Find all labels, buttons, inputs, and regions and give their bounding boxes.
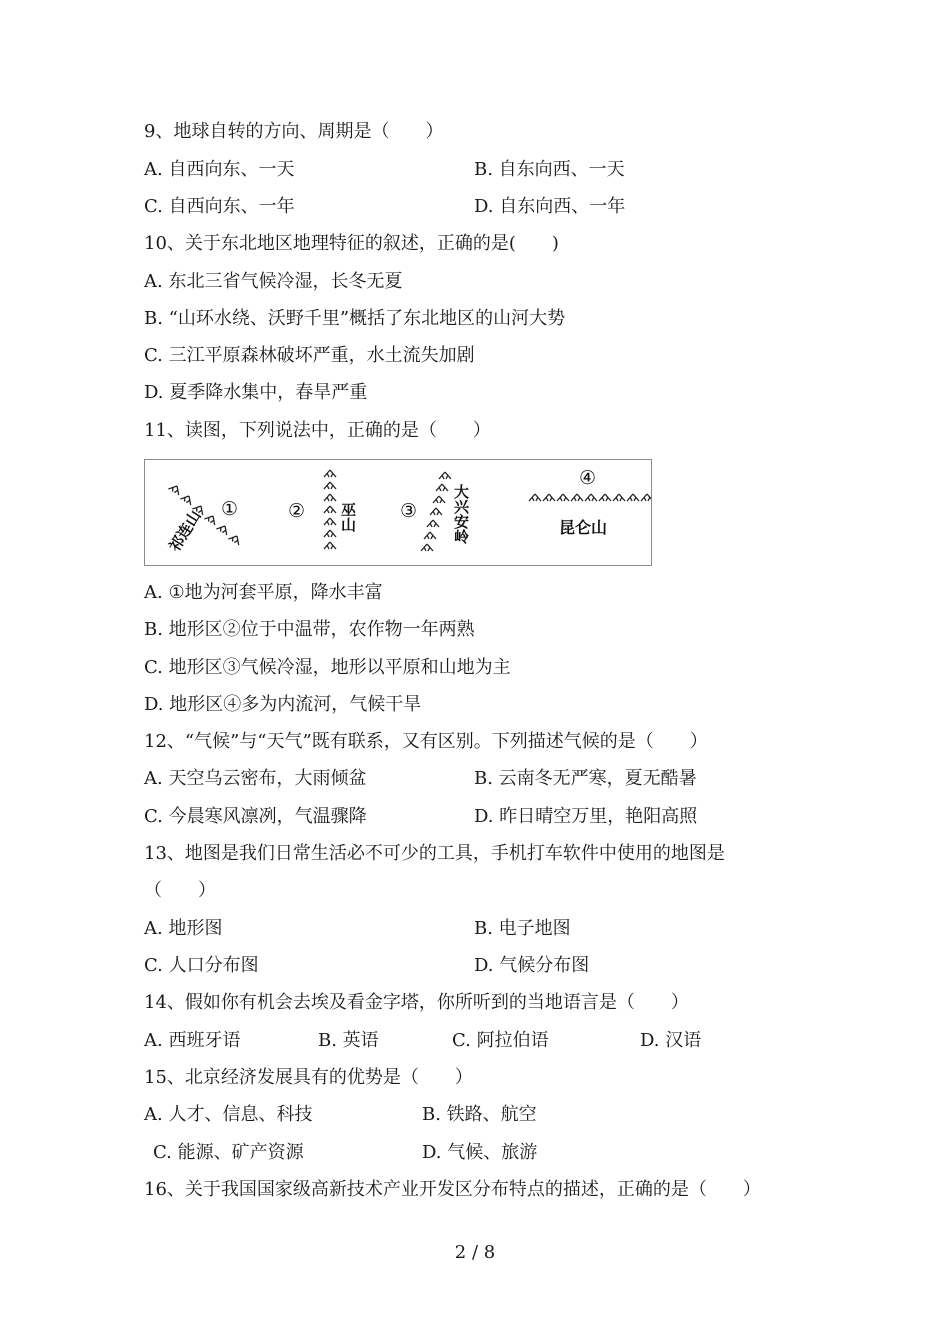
q13-option-a: A. 地形图	[144, 918, 223, 939]
q10-option-d: D. 夏季降水集中，春旱严重	[144, 382, 368, 403]
q11-option-d: D. 地形区④多为内流河，气候干旱	[144, 694, 422, 715]
range-1-name: 祁连山	[165, 507, 205, 555]
range-2-peaks	[324, 470, 336, 549]
q15-option-b: B. 铁路、航空	[422, 1104, 537, 1125]
q16-stem: 16、关于我国国家级高新技术产业开发区分布特点的描述，正确的是（ ）	[144, 1179, 761, 1200]
range-3-peaks	[421, 472, 451, 551]
q12-stem: 12、“气候”与“天气”既有联系，又有区别。下列描述气候的是（ ）	[144, 731, 708, 752]
q14-option-c: C. 阿拉伯语	[452, 1030, 549, 1051]
q15-option-c: C. 能源、矿产资源	[153, 1142, 304, 1163]
range-4-name: 昆仑山	[559, 518, 608, 537]
range-2-marker: ②	[288, 500, 306, 522]
q13-option-d: D. 气候分布图	[474, 955, 590, 976]
q11-option-a: A. ①地为河套平原，降水丰富	[144, 582, 383, 603]
q11-option-c: C. 地形区③气候冷湿，地形以平原和山地为主	[144, 657, 511, 678]
range-4-peaks	[529, 494, 651, 501]
mountain-ranges-figure	[144, 459, 652, 566]
range-2-name: 巫山	[339, 502, 357, 532]
q13-option-c: C. 人口分布图	[144, 955, 259, 976]
q10-stem: 10、关于东北地区地理特征的叙述，正确的是( )	[144, 233, 559, 254]
range-3-marker: ③	[400, 500, 418, 522]
q10-option-a: A. 东北三省气候冷湿，长冬无夏	[144, 271, 403, 292]
q13-stem-continuation: （ ）	[144, 880, 216, 901]
range-4-marker: ④	[579, 467, 597, 489]
q10-option-b: B. “山环水绕、沃野千里”概括了东北地区的山河大势	[144, 308, 566, 329]
q14-option-d: D. 汉语	[640, 1030, 702, 1051]
q9-option-b: B. 自东向西、一天	[474, 159, 625, 180]
range-1-marker: ①	[221, 498, 239, 520]
q13-option-b: B. 电子地图	[474, 918, 571, 939]
q10-option-c: C. 三江平原森林破坏严重，水土流失加剧	[144, 345, 475, 366]
range-3-name: 大兴安岭	[452, 484, 470, 544]
q9-option-a: A. 自西向东、一天	[144, 159, 295, 180]
q14-option-a: A. 西班牙语	[144, 1030, 241, 1051]
q9-option-d: D. 自东向西、一年	[474, 196, 626, 217]
q12-option-d: D. 昨日晴空万里，艳阳高照	[474, 806, 698, 827]
q9-option-c: C. 自西向东、一年	[144, 196, 295, 217]
q15-option-a: A. 人才、信息、科技	[144, 1104, 313, 1125]
q15-stem: 15、北京经济发展具有的优势是（ ）	[144, 1067, 473, 1088]
q11-stem: 11、读图，下列说法中，正确的是（ ）	[144, 420, 491, 441]
page-number: 2 / 8	[454, 1242, 496, 1263]
q9-stem: 9、地球自转的方向、周期是（ ）	[144, 121, 444, 142]
q14-stem: 14、假如你有机会去埃及看金字塔，你所听到的当地语言是（ ）	[144, 992, 689, 1013]
q12-option-a: A. 天空乌云密布，大雨倾盆	[144, 768, 367, 789]
q11-option-b: B. 地形区②位于中温带，农作物一年两熟	[144, 619, 475, 640]
q14-option-b: B. 英语	[318, 1030, 379, 1051]
q13-stem: 13、地图是我们日常生活必不可少的工具，手机打车软件中使用的地图是	[144, 843, 725, 864]
q15-option-d: D. 气候、旅游	[422, 1142, 538, 1163]
mountain-ranges-diagram	[145, 460, 651, 565]
q12-option-b: B. 云南冬无严寒，夏无酷暑	[474, 768, 697, 789]
q12-option-c: C. 今晨寒风凛冽，气温骤降	[144, 806, 367, 827]
